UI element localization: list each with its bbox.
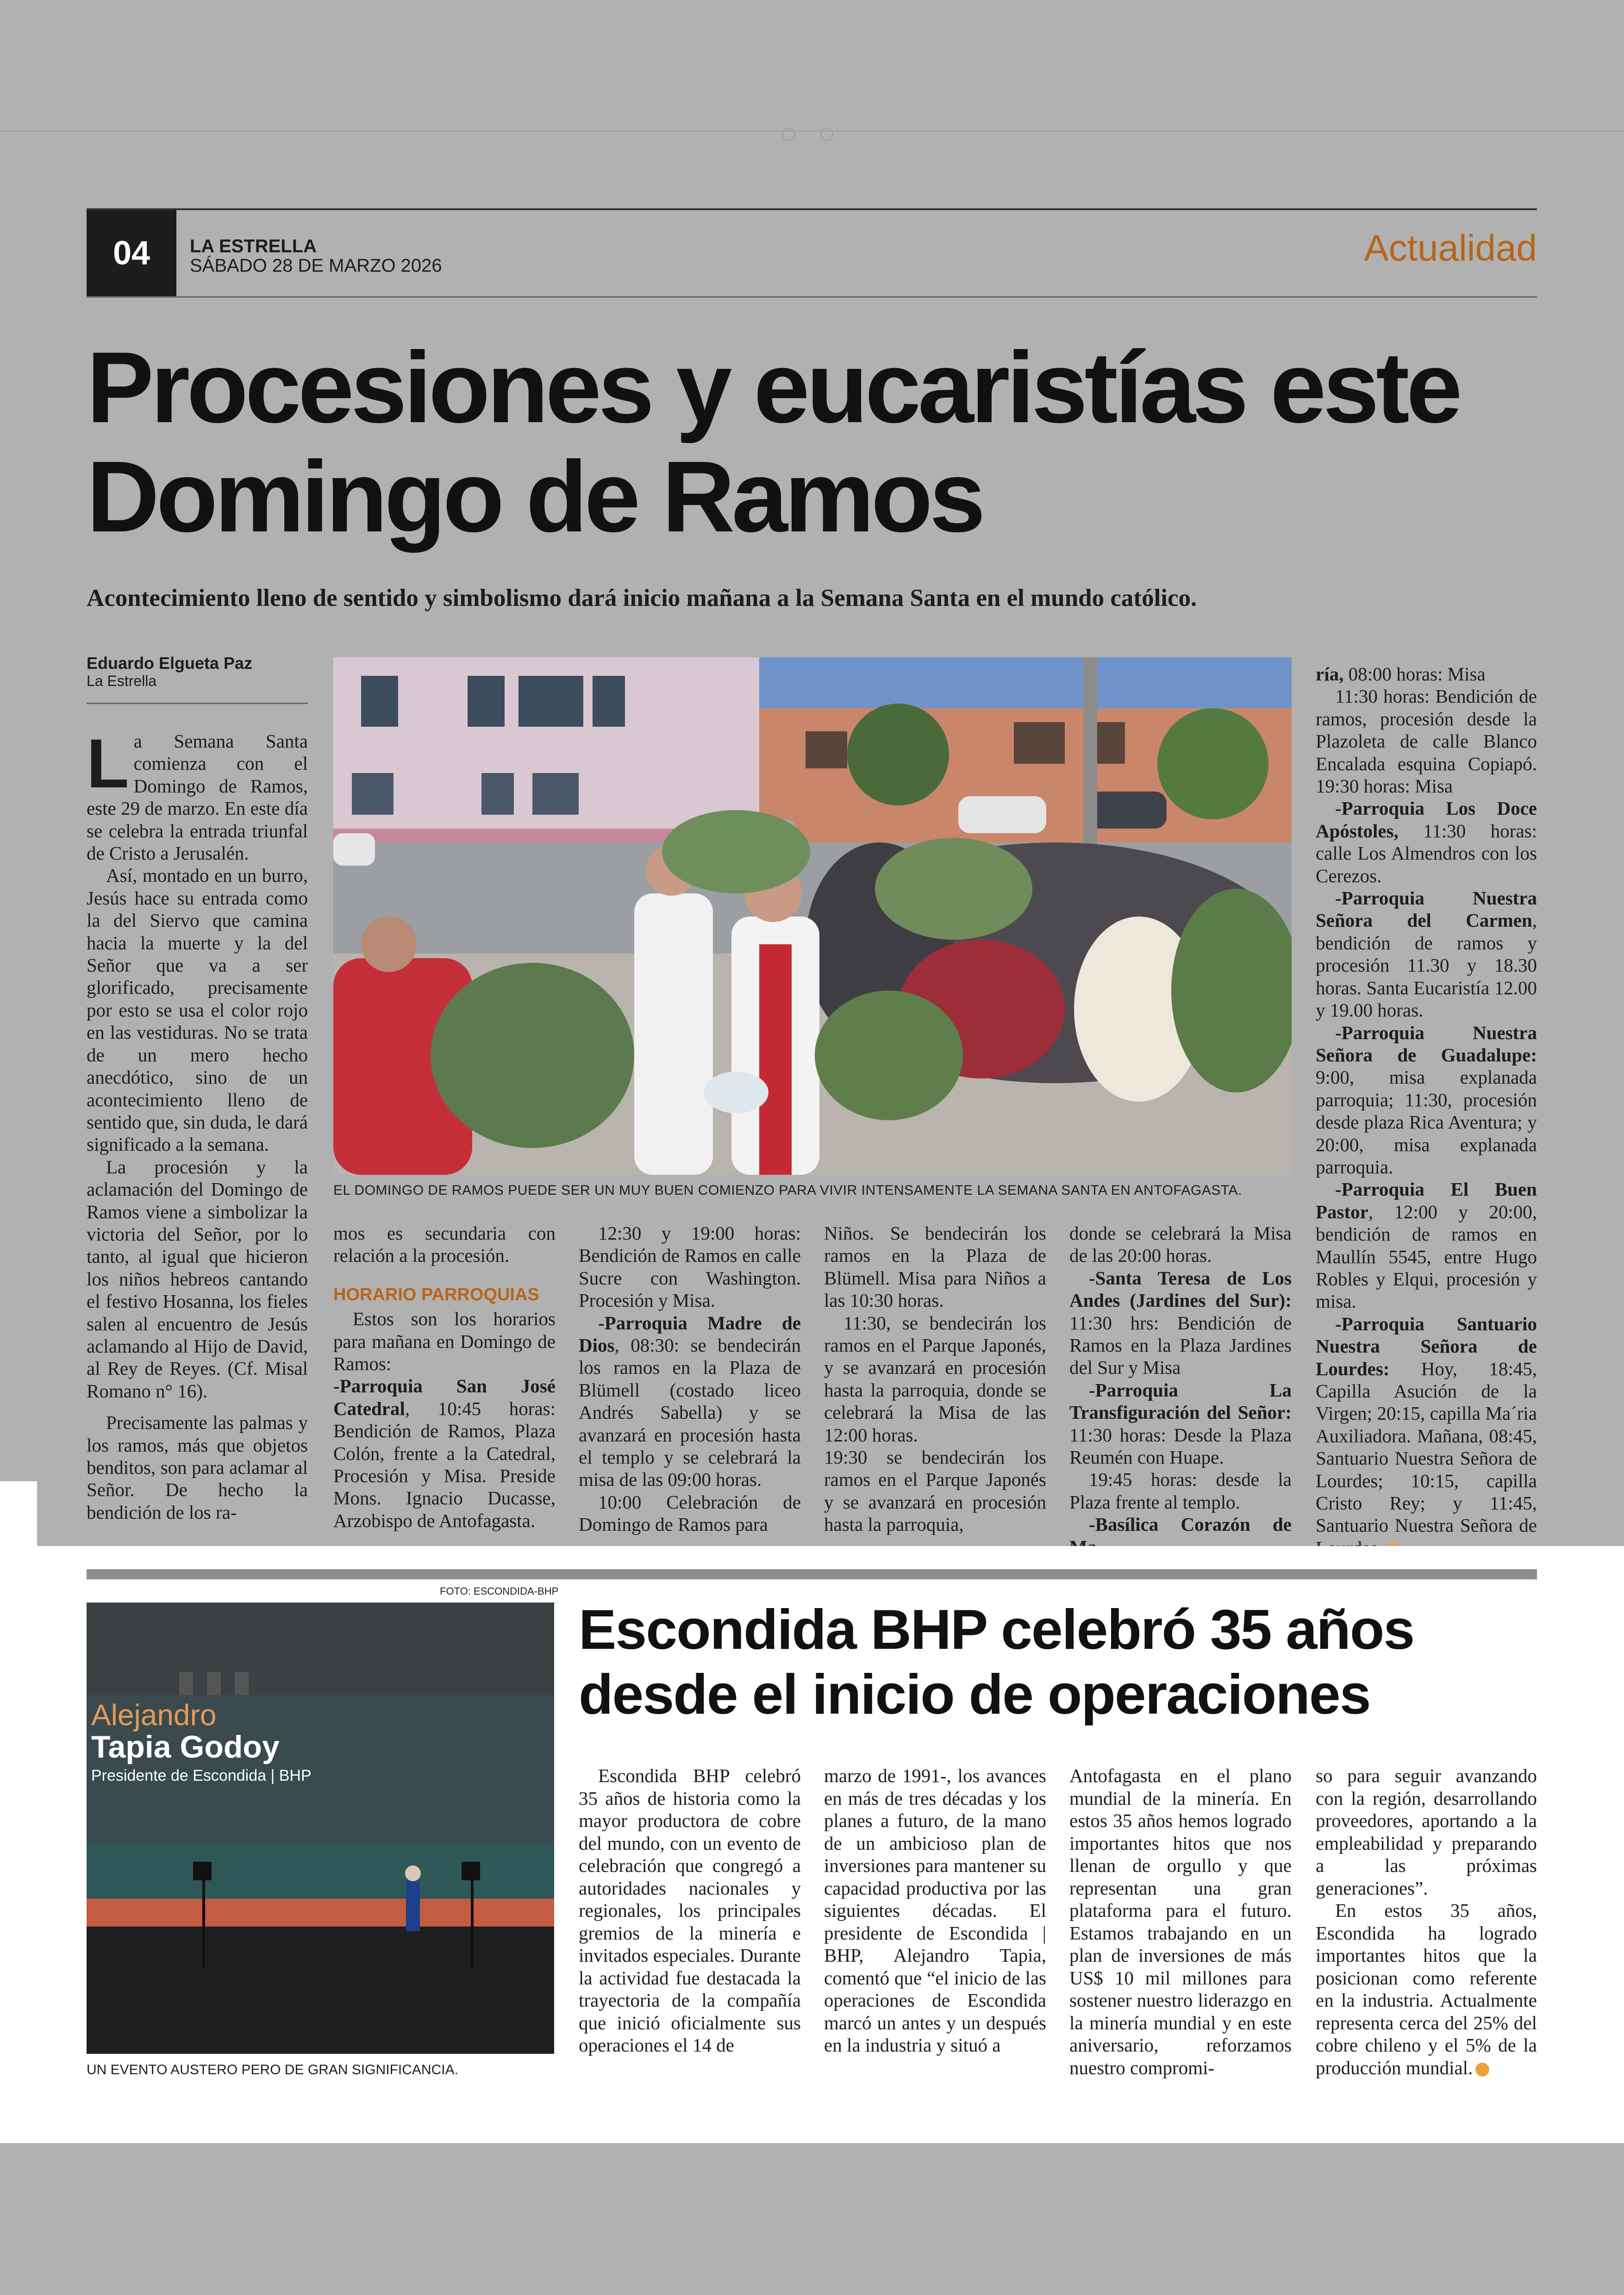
paragraph-text: 11:30 hrs: Bendición de Ramos en la Plaza Jardines del Sur y Misa <box>1069 1312 1292 1378</box>
paragraph <box>1316 663 1537 685</box>
paragraph-text: , 10:45 horas: Bendición de Ramos, Plaza Colón, frente a la Catedral, Procesión y Misa. Preside Mons. Ignacio Ducasse, Arzobispo de Antofagasta. <box>333 1397 556 1531</box>
photo-caption: UN EVENTO AUSTERO PERO DE GRAN SIGNIFICANCIA. <box>87 2062 458 2077</box>
paragraph <box>1316 887 1537 1021</box>
paragraph-text: , 08:30: se bendecirán los ramos en la Plaza de Blümell (costado liceo Andrés Sabella) y se avanzará en procesión hasta el templo y se celebrará la misa de las 09:00 horas. <box>579 1335 801 1491</box>
paragraph <box>1069 1267 1292 1379</box>
paragraph <box>1316 1313 1537 1559</box>
parish-name: -Parroquia Nuestra Señora de Guadalupe: <box>1316 1022 1537 1066</box>
paragraph <box>333 1375 556 1532</box>
paragraph-text: En estos 35 años, Escondida ha logrado importantes hitos que la posicionan como referente en la industria. Actualmente representa cerca del 25% del cobre chileno y el 5% de la producción mundial. <box>1316 1900 1537 2078</box>
parish-name: -Santa Teresa de Los Andes (Jardines del Sur): <box>1069 1267 1292 1311</box>
photo-caption: EL DOMINGO DE RAMOS PUEDE SER UN MUY BUEN COMIENZO PARA VIVIR INTENSAMENTE LA SEMANA SANTA EN ANTOFAGASTA. <box>333 1183 1242 1198</box>
byline-rule <box>87 703 308 704</box>
header-bottom-rule <box>87 296 1537 298</box>
subheadline: Acontecimiento lleno de sentido y simbolismo dará inicio mañana a la Semana Santa en el mundo católico. <box>87 585 1197 611</box>
paragraph: 10:00 Celebración de Domingo de Ramos para <box>579 1491 801 1535</box>
parish-name: -Parroquia Nuestra Señora del Carmen <box>1316 887 1537 931</box>
prev-page-dot-icon[interactable] <box>782 128 795 141</box>
paragraph: marzo de 1991-, los avances en más de tres décadas y los planes a futuro, de la mano de un ambicioso plan de inversiones para mantener su capacidad productiva por las siguientes décadas. El presidente de Escondida | BHP, Alejandro Tapia, comentó que “el inicio de las operaciones de Escondida marcó un antes y un después en la industria y situó a <box>824 1765 1046 2056</box>
paragraph: mos es secundaria con relación a la procesión. <box>333 1222 556 1266</box>
parish-name: -Parroquia El Buen Pastor <box>1316 1179 1537 1222</box>
author-org: La Estrella <box>87 673 157 689</box>
paragraph-text: , bendición de ramos y procesión 11.30 y 18.30 horas. Santa Eucaristía 12.00 y 19.00 horas. <box>1316 910 1537 1021</box>
page-number: 04 <box>87 210 176 296</box>
issue-date: SÁBADO 28 DE MARZO 2026 <box>190 256 442 276</box>
palm-sunday-photo <box>333 657 1292 1175</box>
parish-name: -Parroquia Madre de Dios <box>579 1312 801 1356</box>
paragraph: Niños. Se bendecirán los ramos en la Plaza de Blümell. Misa para Niños a las 10:30 horas. <box>824 1222 1046 1311</box>
article-column-1 <box>87 724 308 1523</box>
screen-title: Presidente de Escondida | BHP <box>91 1767 312 1784</box>
paragraph <box>1069 1379 1292 1469</box>
next-page-dot-icon[interactable] <box>820 128 833 141</box>
header-top-rule <box>87 208 1537 210</box>
parish-name: -Parroquia La Transfiguración del Señor: <box>1069 1379 1292 1423</box>
article-column-3 <box>579 1222 801 1536</box>
parish-name: -Parroquia San José Catedral <box>333 1375 556 1419</box>
article-column-2 <box>333 1222 556 1532</box>
section-label: Actualidad <box>1364 227 1537 268</box>
paragraph: Así, montado en un burro, Jesús hace su entrada como la del Siervo que camina hacia la muerte y la del Señor que va a ser glorificado, precisamente por esto se usa el color rojo en las vestiduras. No se trata de un mero hecho anecdótico, sino de un acontecimiento lleno de sentido que, sin duda, le dará significado a la semana. <box>87 865 308 1155</box>
second-headline <box>579 1597 1542 1727</box>
escondida-event-photo <box>87 1603 554 2054</box>
paragraph: 19:45 horas: desde la Plaza frente al templo. <box>1069 1469 1292 1513</box>
paragraph <box>1316 1022 1537 1179</box>
paragraph: Antofagasta en el plano mundial de la minería. En estos 35 años hemos logrado importantes hitos que nos llenan de orgullo y que representan una gran plataforma para el futuro. Estamos trabajando en un plan de inversiones de más US$ 10 mil millones para sostener nuestro liderazgo en la minería mundial y en este aniversario, reforzamos nuestro compromi- <box>1069 1765 1292 2078</box>
headline-line-2: desde el inicio de operaciones <box>579 1663 1370 1726</box>
drop-cap: L <box>87 724 129 802</box>
article-end-icon <box>1475 2063 1489 2077</box>
parish-name: -Parroquia Los Doce Apóstoles, <box>1316 798 1537 842</box>
palm-sunday-photo-illustration <box>333 657 1292 1175</box>
paragraph <box>1316 1178 1537 1312</box>
article-column-5 <box>1069 1222 1292 1558</box>
paragraph: 19:30 se bendecirán los ramos en el Parque Japonés y se avanzará en procesión hasta la parroquia, <box>824 1447 1046 1535</box>
paragraph: Precisamente las palmas y los ramos, más que objetos benditos, son para aclamar al Señor. De hecho la bendición de los ra- <box>87 1412 308 1523</box>
paragraph <box>1316 1899 1537 2079</box>
paragraph: 11:30, se bendecirán los ramos en el Parque Japonés, y se avanzará en procesión hasta la parroquia, donde se celebrará la Misa de las 12:00 horas. <box>824 1312 1046 1446</box>
headline-line-2: Domingo de Ramos <box>87 441 982 553</box>
newspaper-name: LA ESTRELLA <box>190 236 317 256</box>
paragraph-text: 08:00 horas: Misa <box>1343 663 1486 685</box>
screen-name-last: Tapia Godoy <box>91 1729 280 1765</box>
second-article-rule <box>87 1569 1537 1579</box>
paragraph <box>87 724 308 864</box>
paragraph: La procesión y la aclamación del Domingo de Ramos viene a simbolizar la victoria del Señor, por lo tanto, al igual que hicieron los niños hebreos cantando el festivo Hosanna, los fieles salen al encuentro de Jesús aclamando al Hijo de David, al Rey de Reyes. (Cf. Misal Romano n° 16). <box>87 1156 308 1402</box>
paragraph-text: 9:00, misa explanada parroquia; 11:30, procesión desde plaza Rica Aventura; y 20:00, misa explanada parroquia. <box>1316 1066 1537 1178</box>
main-headline <box>87 333 1540 552</box>
schedule-subtitle: HORARIO PARROQUIAS <box>333 1285 539 1304</box>
paragraph <box>579 1312 801 1491</box>
parish-name: ría, <box>1316 663 1344 685</box>
second-article-column-3 <box>1069 1765 1292 2079</box>
photo-credit: FOTO: ESCONDIDA-BHP <box>440 1585 559 1597</box>
screen-name-first: Alejandro <box>91 1698 217 1732</box>
paragraph <box>1316 797 1537 887</box>
paragraph-text: a Semana Santa comienza con el Domingo de Ramos, este 29 de marzo. En este día se celebra la entrada triunfal de Cristo a Jerusalén. <box>87 730 308 864</box>
band-edge <box>0 1481 37 1546</box>
paragraph-text: 11:30 horas: calle Los Almendros con los Cerezos. <box>1316 820 1537 886</box>
second-article-column-4 <box>1316 1765 1537 2079</box>
parish-name: -Parroquia Santuario Nuestra Señora de Lourdes: <box>1316 1313 1537 1379</box>
parish-name: -Basílica Corazón de <box>1089 1514 1292 1535</box>
paragraph-text: Hoy, 18:45, Capilla Asución de la Virgen; 20:15, capilla Ma´ria Auxiliadora. Mañana, 08:45, Santuario Nuestra Señora de Lourdes; 10:15, capilla Cristo Rey; y 11:45, Santuario Nuestra Señora de <box>1316 1358 1537 1536</box>
paragraph: 12:30 y 19:00 horas: Bendición de Ramos en calle Sucre con Washington. Procesión y Misa. <box>579 1222 801 1311</box>
paragraph: donde se celebrará la Misa de las 20:00 horas. <box>1069 1222 1292 1266</box>
page-nav-dots[interactable] <box>782 128 838 142</box>
author-name: Eduardo Elgueta Paz <box>87 654 253 673</box>
paragraph: so para seguir avanzando con la región, desarrollando proveedores, aportando a la empleabilidad y preparando a las próximas generaciones”. <box>1316 1765 1537 1899</box>
paragraph: 11:30 horas: Bendición de ramos, procesión desde la Plazoleta de calle Blanco Encalada esquina Copiapó. 19:30 horas: Misa <box>1316 686 1537 797</box>
article-column-4 <box>824 1222 1046 1536</box>
headline-line-1: Procesiones y eucaristías este <box>87 331 1459 444</box>
paragraph-text: 11:30 horas: Desde la Plaza Reumén con Huape. <box>1069 1424 1292 1468</box>
escondida-event-illustration <box>87 1603 554 2054</box>
article-column-6 <box>1316 663 1537 1559</box>
second-article-column-2 <box>824 1765 1046 2057</box>
headline-line-1: Escondida BHP celebró 35 años <box>579 1598 1414 1661</box>
paragraph: Escondida BHP celebró 35 años de historia como la mayor productora de cobre del mundo, con un evento de celebración que congregó a autoridades nacionales y regionales, los principales gremios de la minería e invitados especiales. Durante la actividad fue destacada la trayectoria de la compañía que inició oficialmente sus operaciones el 14 de <box>579 1765 801 2056</box>
paragraph-text: , 12:00 y 20:00, bendición de ramos en Maullín 5545, entre Hugo Robles y Elqui, procesión y misa. <box>1316 1201 1537 1312</box>
second-article-column-1 <box>579 1765 801 2057</box>
paragraph: Estos son los horarios para mañana en Domingo de Ramos: <box>333 1308 556 1375</box>
